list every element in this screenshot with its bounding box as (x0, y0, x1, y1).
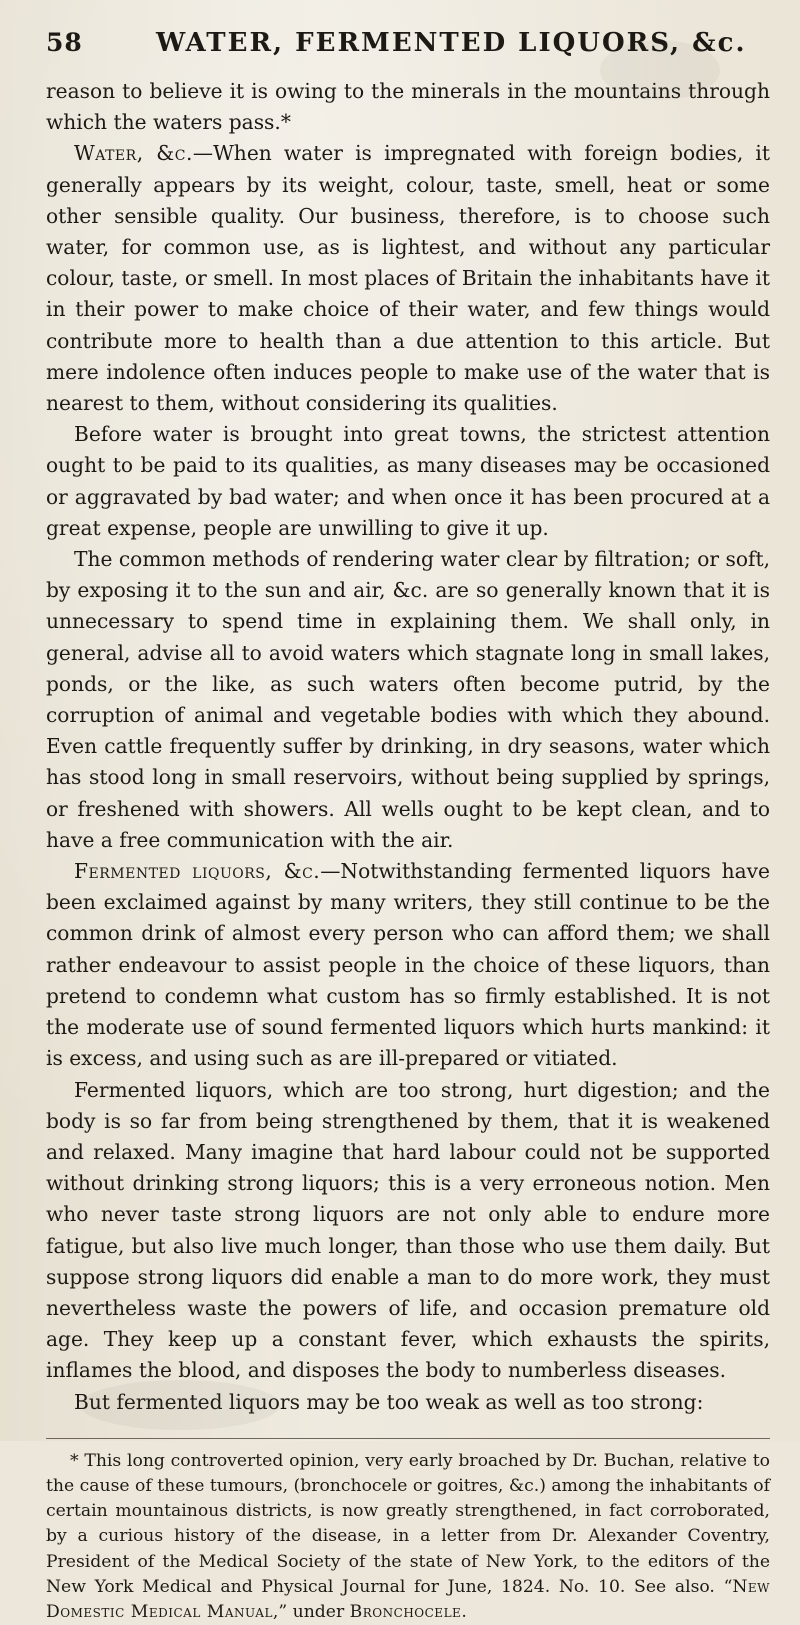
footnote-text: This long controverted opinion, very early broached by Dr. Buchan, relative to the cause of these tumours, (bronchocele or goitres, &c.) among the inhabitants of certain mountainous districts, is now greatly strengthened, in fact corroborated, by a curious history of the disease, in a letter from Dr. Alexander Coventry, President of the Medical Society of the state of New York, to the editors of the New York Medical and Physical Journal for June, 1824. No. 10. See also. “ (46, 1450, 770, 1597)
paragraph-text: reason to believe it is owing to the minerals in the mountains through which the waters pass.* (46, 79, 770, 135)
paragraph-text: The common methods of rendering water clear by filtration; or soft, by exposing it to the sun and air, &c. are so generally known that it is unnecessary to spend time in explaining them. We shall only, in general, advise all to avoid waters which stagnate long in small lakes, ponds, or the like, as such waters often become putrid, by the corruption of animal and vegetable bodies with which they abound. Even cattle frequently suffer by drinking, in dry seasons, water which has stood long in small reservoirs, without being supplied by springs, or freshened with showers. All wells ought to be kept clean, and to have a free communication with the air. (46, 547, 770, 852)
paragraph (46, 419, 770, 544)
paragraph (46, 1075, 770, 1387)
footnote-marker: * (70, 1450, 79, 1471)
footnote (46, 1449, 770, 1625)
footnote-reference-entry: Bronchocele (349, 1601, 462, 1622)
footnote-divider (46, 1438, 770, 1439)
footnote-end: . (461, 1601, 467, 1622)
section-lead: Water, &c. (74, 141, 193, 166)
paragraph-text: Before water is brought into great towns, the strictest attention ought to be paid to its qualities, as many diseases may be occasioned or aggravated by bad water; and when once it has been procured at a great expense, people are unwilling to give it up. (46, 422, 770, 540)
paragraph-text: —When water is impregnated with foreign bodies, it generally appears by its weight, colour, taste, smell, heat or some other sensible quality. Our business, therefore, is to choose such water, for common use, as is lightest, and without any particular colour, taste, or smell. In most places of Britain the inhabitants have it in their power to make choice of their water, and few things would contribute more to health than a due attention to this article. But mere indolence often induces people to make use of the water that is nearest to them, without considering its qualities. (46, 141, 770, 416)
footnote-tail: ,” under (272, 1601, 350, 1622)
paragraph-text: But fermented liquors may be too weak as well as too strong: (74, 1389, 704, 1414)
section-lead: Fermented liquors, &c. (74, 859, 321, 884)
paragraph (46, 856, 770, 1074)
page-header (46, 28, 770, 64)
page-number: 58 (46, 28, 83, 57)
body-text (46, 76, 770, 1418)
paragraph-text: —Notwithstanding fermented liquors have been exclaimed against by many writers, they still continue to be the common drink of almost every person who can afford them; we shall rather endeavour to assist people in the choice of these liquors, than pretend to condemn what custom has so firmly established. It is not the moderate use of sound fermented liquors which hurts mankind: it is excess, and using such as are ill-prepared or vitiated. (46, 859, 770, 1071)
paragraph (46, 138, 770, 419)
paragraph (46, 544, 770, 856)
running-title: WATER, FERMENTED LIQUORS, &c. (156, 28, 747, 58)
paragraph-text: Fermented liquors, which are too strong, hurt digestion; and the body is so far from being strengthened by them, that it is weakened and relaxed. Many imagine that hard labour could not be supported without drinking strong liquors; this is a very erroneous notion. Men who never taste strong liquors are not only able to endure more fatigue, but also live much longer, than those who use them daily. But suppose strong liquors did enable a man to do more work, they must nevertheless waste the powers of life, and occasion premature old age. They keep up a constant fever, which exhausts the spirits, inflames the blood, and disposes the body to numberless diseases. (46, 1077, 770, 1383)
footnote-reference-title: New Domestic Medical Manual (46, 1576, 770, 1622)
